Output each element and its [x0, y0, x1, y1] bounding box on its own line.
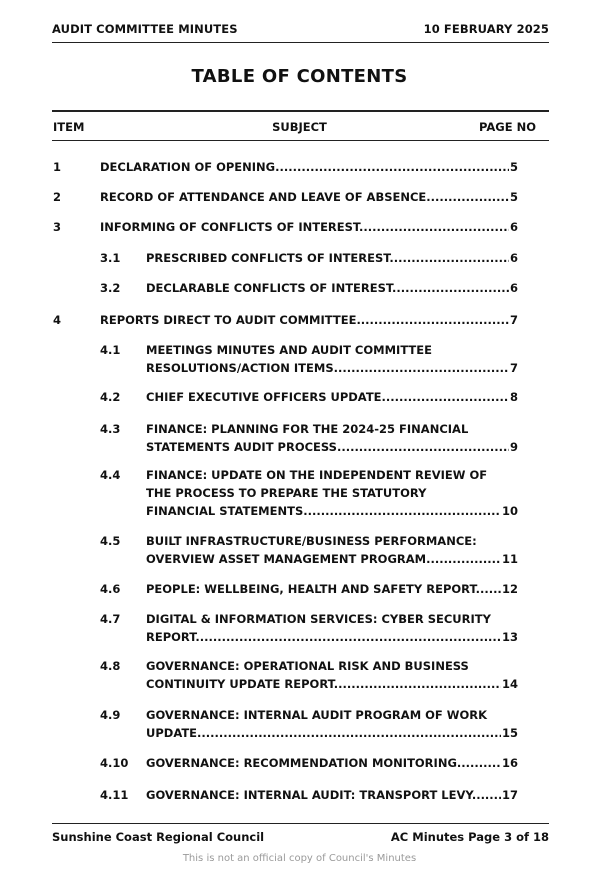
toc-entry-line: FINANCE: PLANNING FOR THE 2024-25 FINANCIAL: [146, 422, 469, 436]
toc-entry-page: 8: [509, 390, 518, 404]
toc-entry-page: 16: [501, 756, 518, 770]
toc-entry-line: DECLARABLE CONFLICTS OF INTEREST: [146, 281, 392, 295]
column-header-item: ITEM: [53, 120, 85, 134]
toc-entry-page: 10: [501, 504, 518, 518]
toc-entry-line: CHIEF EXECUTIVE OFFICERS UPDATE: [146, 390, 382, 404]
toc-entry-line: BUILT INFRASTRUCTURE/BUSINESS PERFORMANCE:: [146, 534, 477, 548]
toc-entry-line: DIGITAL & INFORMATION SERVICES: CYBER SECURITY: [146, 612, 491, 626]
toc-entry-line: PEOPLE: WELLBEING, HEALTH AND SAFETY REPORT: [146, 582, 476, 596]
toc-entry-line: FINANCIAL STATEMENTS: [146, 504, 304, 518]
toc-entry-subject: [146, 466, 518, 520]
toc-entry-number: 4.11: [100, 788, 129, 802]
dot-leader: [146, 279, 509, 297]
toc-entry-number: 3: [53, 220, 62, 234]
toc-entry-subject: [146, 279, 518, 297]
toc-entry-page: 7: [509, 361, 518, 375]
toc-entry-line: REPORT: [146, 630, 196, 644]
toc-entry-page: 6: [509, 251, 518, 265]
toc-entry-line: FINANCE: UPDATE ON THE INDEPENDENT REVIEW OF: [146, 468, 488, 482]
toc-entry-subject: [146, 657, 518, 693]
dot-leader: [146, 438, 509, 456]
toc-entry-number: 4.6: [100, 582, 121, 596]
toc-entry-line: REPORTS DIRECT TO AUDIT COMMITTEE: [100, 313, 357, 327]
toc-entry-line: UPDATE: [146, 726, 198, 740]
dot-leader: [146, 502, 501, 520]
toc-entry-page: 6: [509, 281, 518, 295]
dot-leader: [146, 786, 501, 804]
toc-entry-number: 3.1: [100, 251, 121, 265]
toc-entry-number: 4.9: [100, 708, 121, 722]
toc-entry-number: 4.5: [100, 534, 121, 548]
dot-leader: [146, 724, 501, 742]
toc-entry-number: 4.3: [100, 422, 121, 436]
toc-entry-number: 4.1: [100, 343, 121, 357]
toc-entry-page: 11: [501, 552, 518, 566]
toc-entry-line: PRESCRIBED CONFLICTS OF INTEREST: [146, 251, 390, 265]
page-title: TABLE OF CONTENTS: [191, 66, 408, 87]
toc-entry-number: 4: [53, 313, 62, 327]
toc-entry-line: DECLARATION OF OPENING: [100, 160, 276, 174]
footer-council-name: Sunshine Coast Regional Council: [52, 830, 265, 844]
toc-entry-subject: [146, 532, 518, 568]
toc-entry-number: 4.7: [100, 612, 121, 626]
toc-entry-subject: [146, 420, 518, 456]
dot-leader: [100, 158, 509, 176]
toc-entry-subject: [146, 580, 518, 598]
toc-entry-line: GOVERNANCE: RECOMMENDATION MONITORING: [146, 756, 457, 770]
footer-divider: [52, 823, 549, 824]
toc-entry-subject: [146, 706, 518, 742]
toc-entry-subject: [146, 610, 518, 646]
dot-leader: [146, 675, 501, 693]
toc-entry-subject: [100, 158, 518, 176]
toc-entry-line: GOVERNANCE: INTERNAL AUDIT: TRANSPORT LEVY: [146, 788, 472, 802]
page-footer: [52, 830, 549, 844]
toc-entry-line: OVERVIEW ASSET MANAGEMENT PROGRAM: [146, 552, 427, 566]
toc-entry-page: 12: [501, 582, 518, 596]
header-title: AUDIT COMMITTEE MINUTES: [52, 22, 238, 36]
dot-leader: [146, 580, 501, 598]
disclaimer-watermark: This is not an official copy of Council's Minutes: [182, 853, 417, 864]
toc-entry-line: STATEMENTS AUDIT PROCESS: [146, 440, 337, 454]
toc-entry-subject: [146, 754, 518, 772]
column-header-page-no: PAGE NO: [479, 120, 536, 134]
toc-entry-line: INFORMING OF CONFLICTS OF INTEREST: [100, 220, 360, 234]
toc-entry-page: 17: [501, 788, 518, 802]
toc-entry-number: 4.8: [100, 659, 121, 673]
toc-entry-page: 13: [501, 630, 518, 644]
dot-leader: [100, 218, 509, 236]
column-header-subject: SUBJECT: [272, 120, 327, 134]
toc-entry-line: CONTINUITY UPDATE REPORT: [146, 677, 334, 691]
toc-entry-page: 15: [501, 726, 518, 740]
toc-entry-line: THE PROCESS TO PREPARE THE STATUTORY: [146, 486, 427, 500]
header-date: 10 FEBRUARY 2025: [423, 22, 549, 36]
toc-entry-number: 4.10: [100, 756, 129, 770]
toc-entry-number: 4.2: [100, 390, 121, 404]
toc-entry-subject: [100, 311, 518, 329]
toc-entry-subject: [146, 388, 518, 406]
toc-entry-number: 3.2: [100, 281, 121, 295]
dot-leader: [146, 628, 501, 646]
toc-entry-number: 1: [53, 160, 62, 174]
dot-leader: [146, 550, 501, 568]
dot-leader: [146, 388, 509, 406]
toc-entry-subject: [100, 218, 518, 236]
toc-entry-line: RESOLUTIONS/ACTION ITEMS: [146, 361, 334, 375]
toc-entry-number: 4.4: [100, 468, 121, 482]
toc-entry-page: 14: [501, 677, 518, 691]
toc-entry-subject: [100, 188, 518, 206]
dot-leader: [146, 754, 501, 772]
dot-leader: [100, 188, 509, 206]
dot-leader: [146, 249, 509, 267]
toc-entry-page: 9: [509, 440, 518, 454]
toc-entry-line: GOVERNANCE: OPERATIONAL RISK AND BUSINESS: [146, 659, 469, 673]
toc-entry-line: GOVERNANCE: INTERNAL AUDIT PROGRAM OF WORK: [146, 708, 488, 722]
toc-entry-subject: [146, 786, 518, 804]
toc-entry-page: 5: [509, 160, 518, 174]
toc-entry-subject: [146, 341, 518, 377]
toc-entry-subject: [146, 249, 518, 267]
toc-entry-page: 5: [509, 190, 518, 204]
toc-entry-line: RECORD OF ATTENDANCE AND LEAVE OF ABSENCE: [100, 190, 427, 204]
toc-entry-line: MEETINGS MINUTES AND AUDIT COMMITTEE: [146, 343, 432, 357]
toc-entry-page: 6: [509, 220, 518, 234]
toc-entry-page: 7: [509, 313, 518, 327]
dot-leader: [146, 359, 509, 377]
footer-page-number: AC Minutes Page 3 of 18: [390, 830, 549, 844]
dot-leader: [100, 311, 509, 329]
toc-entry-number: 2: [53, 190, 62, 204]
